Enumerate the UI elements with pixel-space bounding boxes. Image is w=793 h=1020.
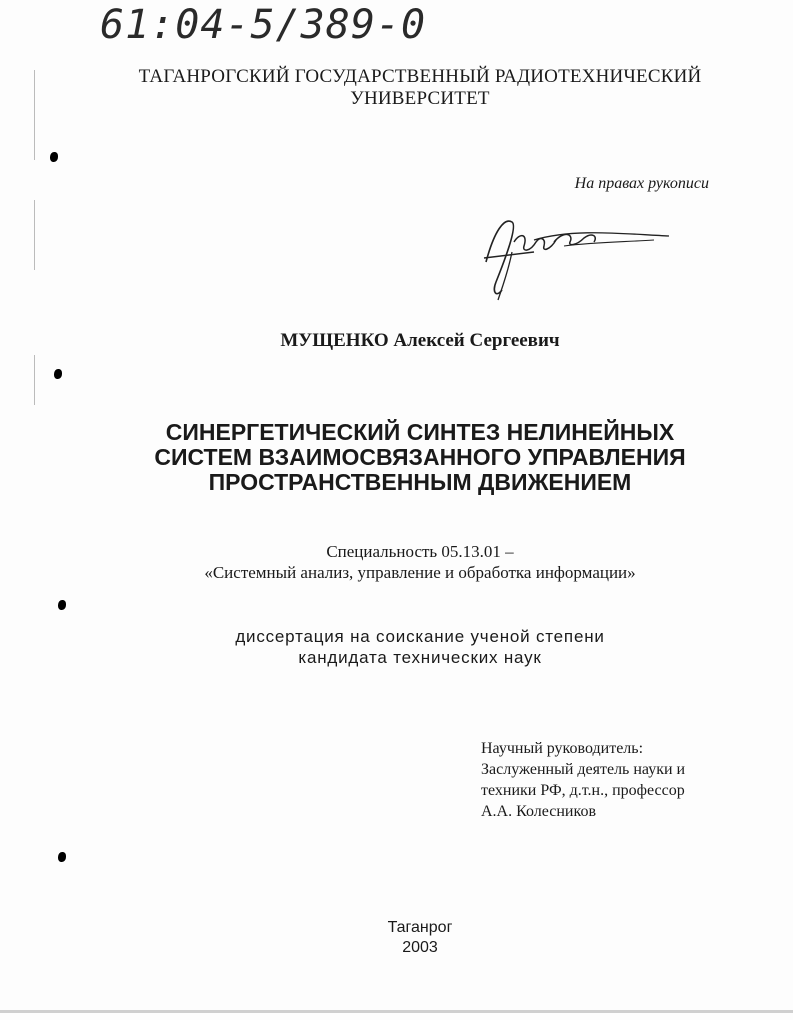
supervisor-title-1: Заслуженный деятель науки и: [481, 761, 686, 778]
scan-margin-line: [34, 70, 35, 160]
supervisor-heading: Научный руководитель:: [481, 740, 644, 757]
specialty-name: «Системный анализ, управление и обработка информации»: [204, 563, 636, 582]
city-year: [20, 918, 793, 958]
dissertation-title: [20, 420, 793, 495]
specialty-code: Специальность 05.13.01 –: [326, 542, 514, 561]
binder-hole-mark: [50, 152, 58, 162]
degree-line-2: кандидата технических наук: [298, 648, 542, 667]
title-line-1: СИНЕРГЕТИЧЕСКИЙ СИНТЕЗ НЕЛИНЕЙНЫХ: [165, 419, 675, 445]
university-name: [60, 66, 780, 110]
binder-hole-mark: [58, 852, 66, 862]
university-line-1: ТАГАНРОГСКИЙ ГОСУДАРСТВЕННЫЙ РАДИОТЕХНИЧЕСКИЙ: [138, 66, 702, 87]
university-line-2: УНИВЕРСИТЕТ: [350, 88, 490, 109]
archive-code: 61:04-5/389-0: [100, 2, 427, 48]
binder-hole-mark: [54, 369, 62, 379]
scan-margin-line: [34, 200, 35, 270]
supervisor-title-2: техники РФ, д.т.н., профессор: [481, 782, 685, 799]
year: 2003: [402, 939, 438, 956]
rights-note: На правах рукописи: [574, 175, 709, 192]
author-name: МУЩЕНКО Алексей Сергеевич: [280, 330, 560, 351]
degree-statement: [20, 626, 793, 668]
scan-bottom-edge: [0, 1010, 793, 1013]
supervisor-name: А.А. Колесников: [481, 803, 596, 820]
title-line-2: СИСТЕМ ВЗАИМОСВЯЗАННОГО УПРАВЛЕНИЯ: [154, 444, 686, 470]
specialty: [20, 541, 793, 583]
degree-line-1: диссертация на соискание ученой степени: [235, 627, 605, 646]
supervisor-block: [481, 738, 685, 822]
binder-hole-mark: [58, 600, 66, 610]
city: Таганрог: [387, 919, 453, 936]
scan-margin-line: [34, 355, 35, 405]
handwritten-signature: [474, 212, 674, 307]
title-line-3: ПРОСТРАНСТВЕННЫМ ДВИЖЕНИЕМ: [208, 469, 632, 495]
